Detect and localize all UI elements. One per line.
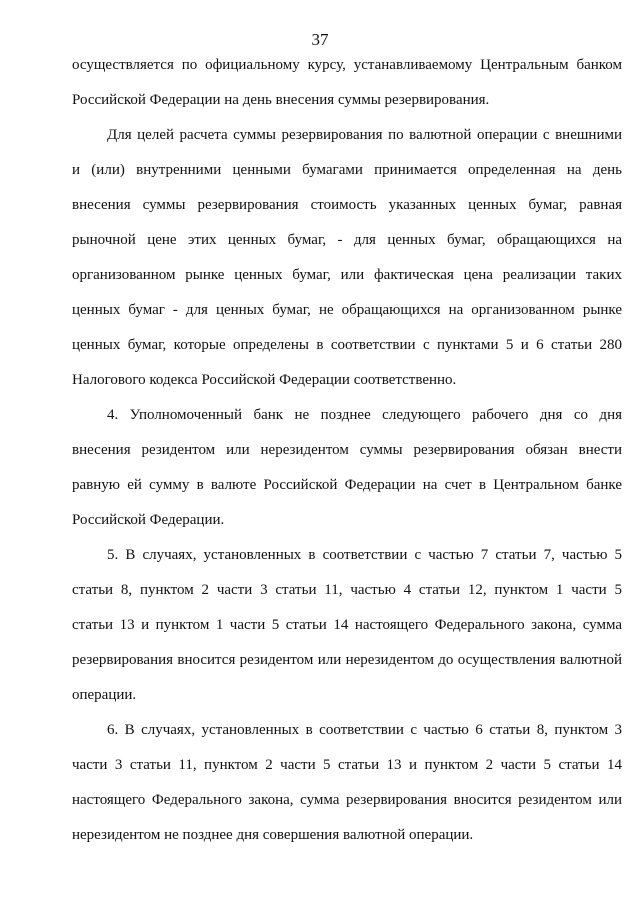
text-line: 5. В случаях, установленных в соответствии с частью 7 статьи 7, частью 5 — [107, 547, 622, 563]
text-line: 6. В случаях, установленных в соответствии с частью 6 статьи 8, пунктом 3 — [107, 722, 622, 738]
text-line: статьи 13 и пунктом 1 части 5 статьи 14 настоящего Федерального закона, сумма — [72, 617, 622, 633]
text-line: нерезидентом не позднее дня совершения валютной операции. — [72, 827, 474, 843]
text-line: операции. — [72, 687, 137, 703]
text-line: статьи 8, пунктом 2 части 3 статьи 11, частью 4 статьи 12, пунктом 1 части 5 — [72, 582, 622, 598]
text-line: настоящего Федерального закона, сумма резервирования вносится резидентом или — [72, 792, 622, 808]
text-line: организованном рынке ценных бумаг, или фактическая цена реализации таких — [72, 267, 622, 283]
text-line: части 3 статьи 11, пунктом 2 части 5 статьи 13 и пунктом 2 части 5 статьи 14 — [72, 757, 622, 773]
text-line: Российской Федерации. — [72, 512, 225, 528]
text-line: ценных бумаг - для ценных бумаг, не обращающихся на организованном рынке — [72, 302, 622, 318]
text-line: Налогового кодекса Российской Федерации соответственно. — [72, 372, 457, 388]
text-line: осуществляется по официальному курсу, устанавливаемому Центральным банком — [72, 57, 622, 73]
text-line: Российской Федерации на день внесения суммы резервирования. — [72, 92, 490, 108]
text-line: Для целей расчета суммы резервирования по валютной операции с внешними — [107, 127, 622, 143]
text-line: равную ей сумму в валюте Российской Федерации на счет в Центральном банке — [72, 477, 622, 493]
text-line: 4. Уполномоченный банк не позднее следующего рабочего дня со дня — [107, 407, 622, 423]
text-line: и (или) внутренними ценными бумагами принимается определенная на день — [72, 162, 622, 178]
text-line: рыночной цене этих ценных бумаг, - для ценных бумаг, обращающихся на — [72, 232, 622, 248]
text-line: внесения суммы резервирования стоимость указанных ценных бумаг, равная — [72, 197, 622, 213]
text-line: внесения резидентом или нерезидентом суммы резервирования обязан внести — [72, 442, 622, 458]
text-line: резервирования вносится резидентом или нерезидентом до осуществления валютной — [72, 652, 622, 668]
page-number: 37 — [311, 30, 329, 49]
text-line: ценных бумаг, которые определены в соответствии с пунктами 5 и 6 статьи 280 — [72, 337, 622, 353]
